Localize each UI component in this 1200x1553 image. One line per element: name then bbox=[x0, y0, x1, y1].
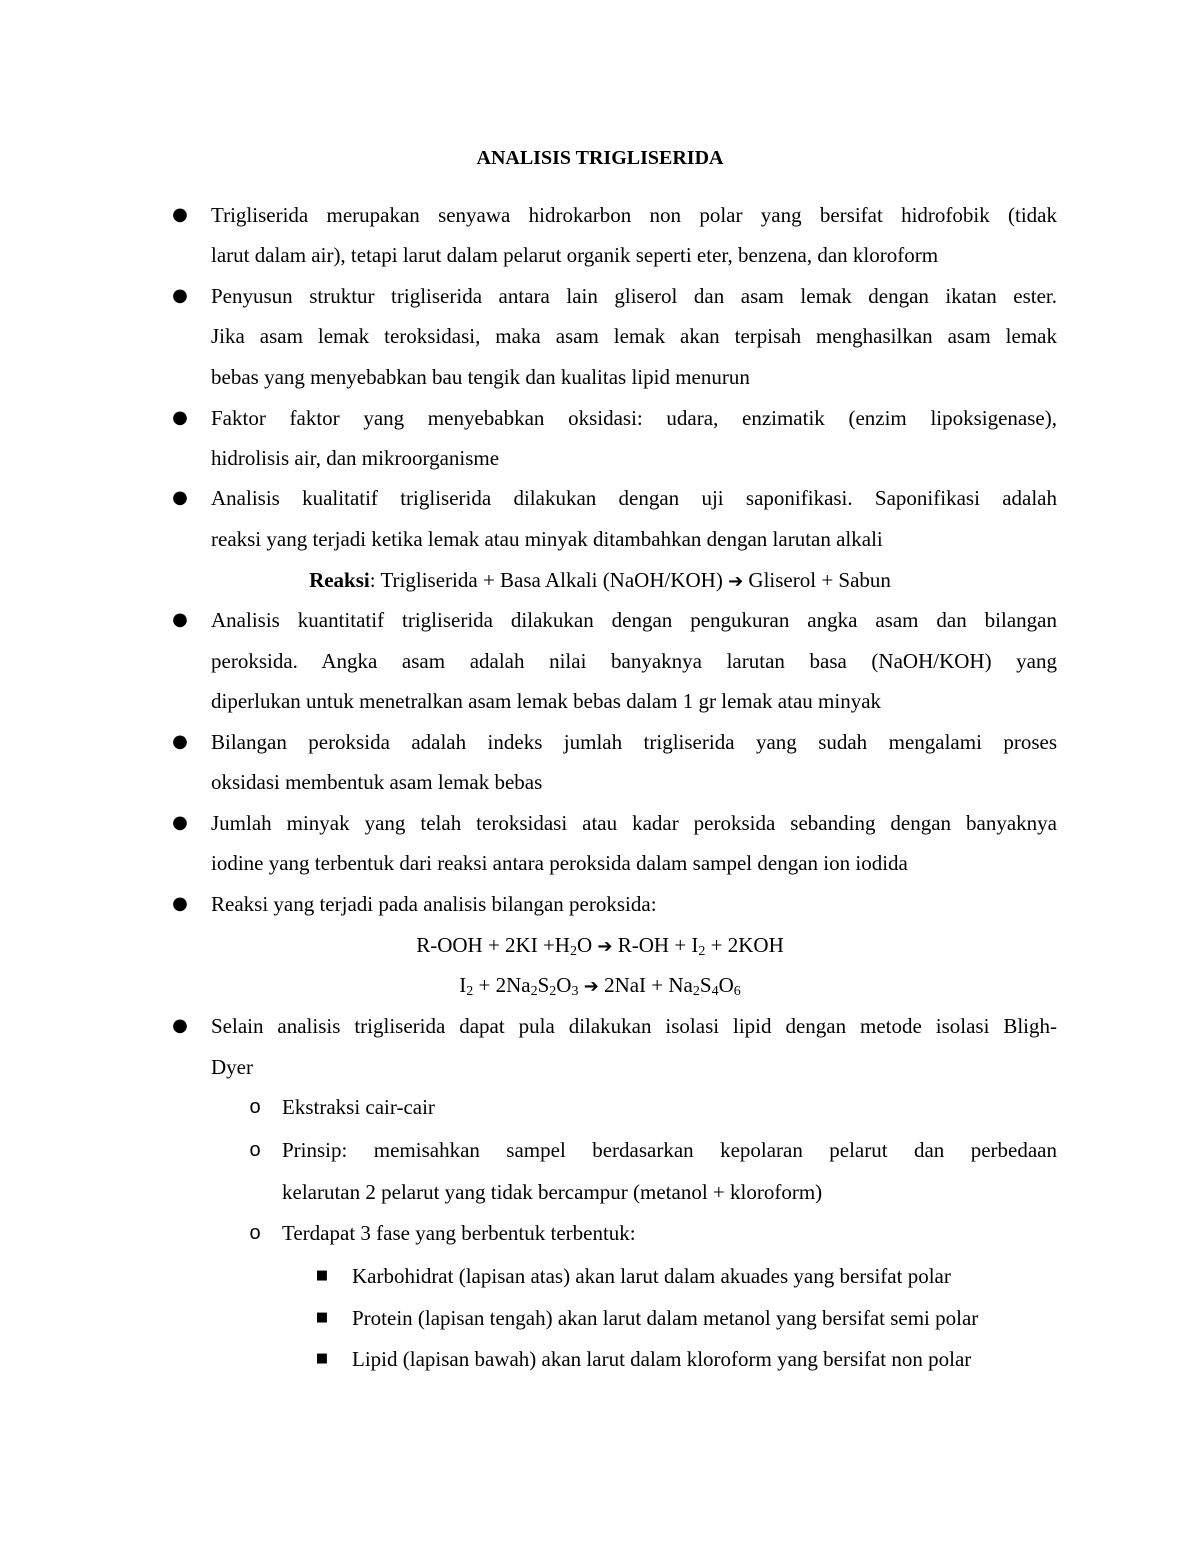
paragraph-line: Bilangan peroksida adalah indeks jumlah trigliserida yang sudah mengalami proses bbox=[211, 730, 1057, 754]
equation-text: O bbox=[576, 933, 593, 957]
paragraph-line: Jika asam lemak teroksidasi, maka asam lemak akan terpisah menghasilkan asam lemak bbox=[211, 324, 1057, 348]
equation-text: O bbox=[556, 973, 572, 997]
reaction-label: Reaksi bbox=[309, 568, 370, 592]
sub-item-phases: Terdapat 3 fase yang berbentuk terbentuk: bbox=[282, 1221, 636, 1245]
equation-subscript: 2 bbox=[466, 984, 474, 999]
paragraph-line: peroksida. Angka asam adalah nilai banyaknya larutan basa (NaOH/KOH) yang bbox=[211, 649, 1057, 673]
sub-item-principle-cont: kelarutan 2 pelarut yang tidak bercampur (metanol + kloroform) bbox=[282, 1180, 823, 1204]
paragraph-line: diperlukan untuk menetralkan asam lemak bebas dalam 1 gr lemak atau minyak bbox=[211, 689, 882, 713]
equation-text: I bbox=[459, 973, 467, 997]
equation-subscript: 2 bbox=[549, 984, 557, 999]
saponification-reaction bbox=[0, 560, 1200, 600]
equation-text: 2NaI + Na bbox=[604, 973, 693, 997]
equation-text: O bbox=[718, 973, 734, 997]
circle-bullet-icon: o bbox=[249, 1222, 261, 1244]
reaction-reactants: Trigliserida + Basa Alkali (NaOH/KOH) bbox=[380, 568, 723, 592]
bullet-icon: ● bbox=[172, 487, 188, 508]
arrow-icon: ➔ bbox=[583, 976, 599, 997]
square-bullet-icon: ■ bbox=[315, 1268, 329, 1283]
square-bullet-icon: ■ bbox=[315, 1310, 329, 1325]
paragraph-line: Dyer bbox=[211, 1055, 253, 1079]
bullet-icon: ● bbox=[172, 285, 188, 306]
paragraph-line: Reaksi yang terjadi pada analisis bilangan peroksida: bbox=[211, 892, 657, 916]
equation-subscript: 6 bbox=[733, 984, 741, 999]
document-title: ANALISIS TRIGLISERIDA bbox=[476, 147, 724, 169]
paragraph-line: Analisis kuantitatif trigliserida dilakukan dengan pengukuran angka asam dan bilangan bbox=[211, 608, 1057, 632]
sub-item-principle: Prinsip: memisahkan sampel berdasarkan kepolaran pelarut dan perbedaan bbox=[282, 1138, 1057, 1162]
paragraph-line: Penyusun struktur trigliserida antara lain gliserol dan asam lemak dengan ikatan ester. bbox=[211, 284, 1057, 308]
bullet-icon: ● bbox=[172, 893, 188, 914]
paragraph-line: bebas yang menyebabkan bau tengik dan kualitas lipid menurun bbox=[211, 365, 750, 389]
paragraph-line: larut dalam air), tetapi larut dalam pelarut organik seperti eter, benzena, dan kloroform bbox=[211, 243, 939, 267]
bullet-icon: ● bbox=[172, 204, 188, 225]
equation-subscript: 2 bbox=[569, 944, 577, 959]
sub-item-extraction: Ekstraksi cair-cair bbox=[282, 1095, 435, 1119]
paragraph-line: Faktor faktor yang menyebabkan oksidasi: udara, enzimatik (enzim lipoksigenase), bbox=[211, 406, 1057, 430]
reaction-colon: : bbox=[369, 568, 376, 592]
peroxide-equation-2 bbox=[0, 965, 1200, 1005]
paragraph-line: iodine yang terbentuk dari reaksi antara peroksida dalam sampel dengan ion iodida bbox=[211, 851, 908, 875]
peroxide-equation-1 bbox=[0, 925, 1200, 965]
reaction-products: Gliserol + Sabun bbox=[748, 568, 891, 592]
equation-text: R-OH + I bbox=[617, 933, 699, 957]
equation-text: S bbox=[537, 973, 550, 997]
paragraph-line: Jumlah minyak yang telah teroksidasi atau kadar peroksida sebanding dengan banyaknya bbox=[211, 811, 1057, 835]
paragraph-line: Analisis kualitatif trigliserida dilakukan dengan uji saponifikasi. Saponifikasi adalah bbox=[211, 486, 1057, 510]
equation-text: S bbox=[699, 973, 712, 997]
arrow-icon: ➔ bbox=[728, 571, 744, 592]
phase-item: Lipid (lapisan bawah) akan larut dalam kloroform yang bersifat non polar bbox=[352, 1347, 972, 1371]
paragraph-line: reaksi yang terjadi ketika lemak atau minyak ditambahkan dengan larutan alkali bbox=[211, 527, 883, 551]
equation-text: R-OOH + 2KI +H bbox=[416, 933, 570, 957]
phase-item: Karbohidrat (lapisan atas) akan larut dalam akuades yang bersifat polar bbox=[352, 1264, 951, 1288]
equation-subscript: 2 bbox=[530, 984, 538, 999]
paragraph-line: Selain analisis trigliserida dapat pula dilakukan isolasi lipid dengan metode isolasi Bligh- bbox=[211, 1014, 1057, 1038]
equation-text: + 2Na bbox=[473, 973, 531, 997]
paragraph-line: oksidasi membentuk asam lemak bebas bbox=[211, 770, 543, 794]
bullet-icon: ● bbox=[172, 731, 188, 752]
bullet-icon: ● bbox=[172, 812, 188, 833]
paragraph-line: Trigliserida merupakan senyawa hidrokarbon non polar yang bersifat hidrofobik (tidak bbox=[211, 203, 1057, 227]
bullet-icon: ● bbox=[172, 1015, 188, 1036]
circle-bullet-icon: o bbox=[249, 1096, 261, 1118]
phase-item: Protein (lapisan tengah) akan larut dalam metanol yang bersifat semi polar bbox=[352, 1306, 979, 1330]
arrow-icon: ➔ bbox=[597, 936, 613, 957]
equation-subscript: 2 bbox=[692, 984, 700, 999]
equation-subscript: 4 bbox=[711, 984, 719, 999]
bullet-icon: ● bbox=[172, 609, 188, 630]
equation-subscript: 2 bbox=[698, 944, 706, 959]
paragraph-line: hidrolisis air, dan mikroorganisme bbox=[211, 446, 500, 470]
square-bullet-icon: ■ bbox=[315, 1351, 329, 1366]
circle-bullet-icon: o bbox=[249, 1139, 261, 1161]
equation-subscript: 3 bbox=[571, 984, 579, 999]
bullet-icon: ● bbox=[172, 407, 188, 428]
equation-text: + 2KOH bbox=[705, 933, 784, 957]
